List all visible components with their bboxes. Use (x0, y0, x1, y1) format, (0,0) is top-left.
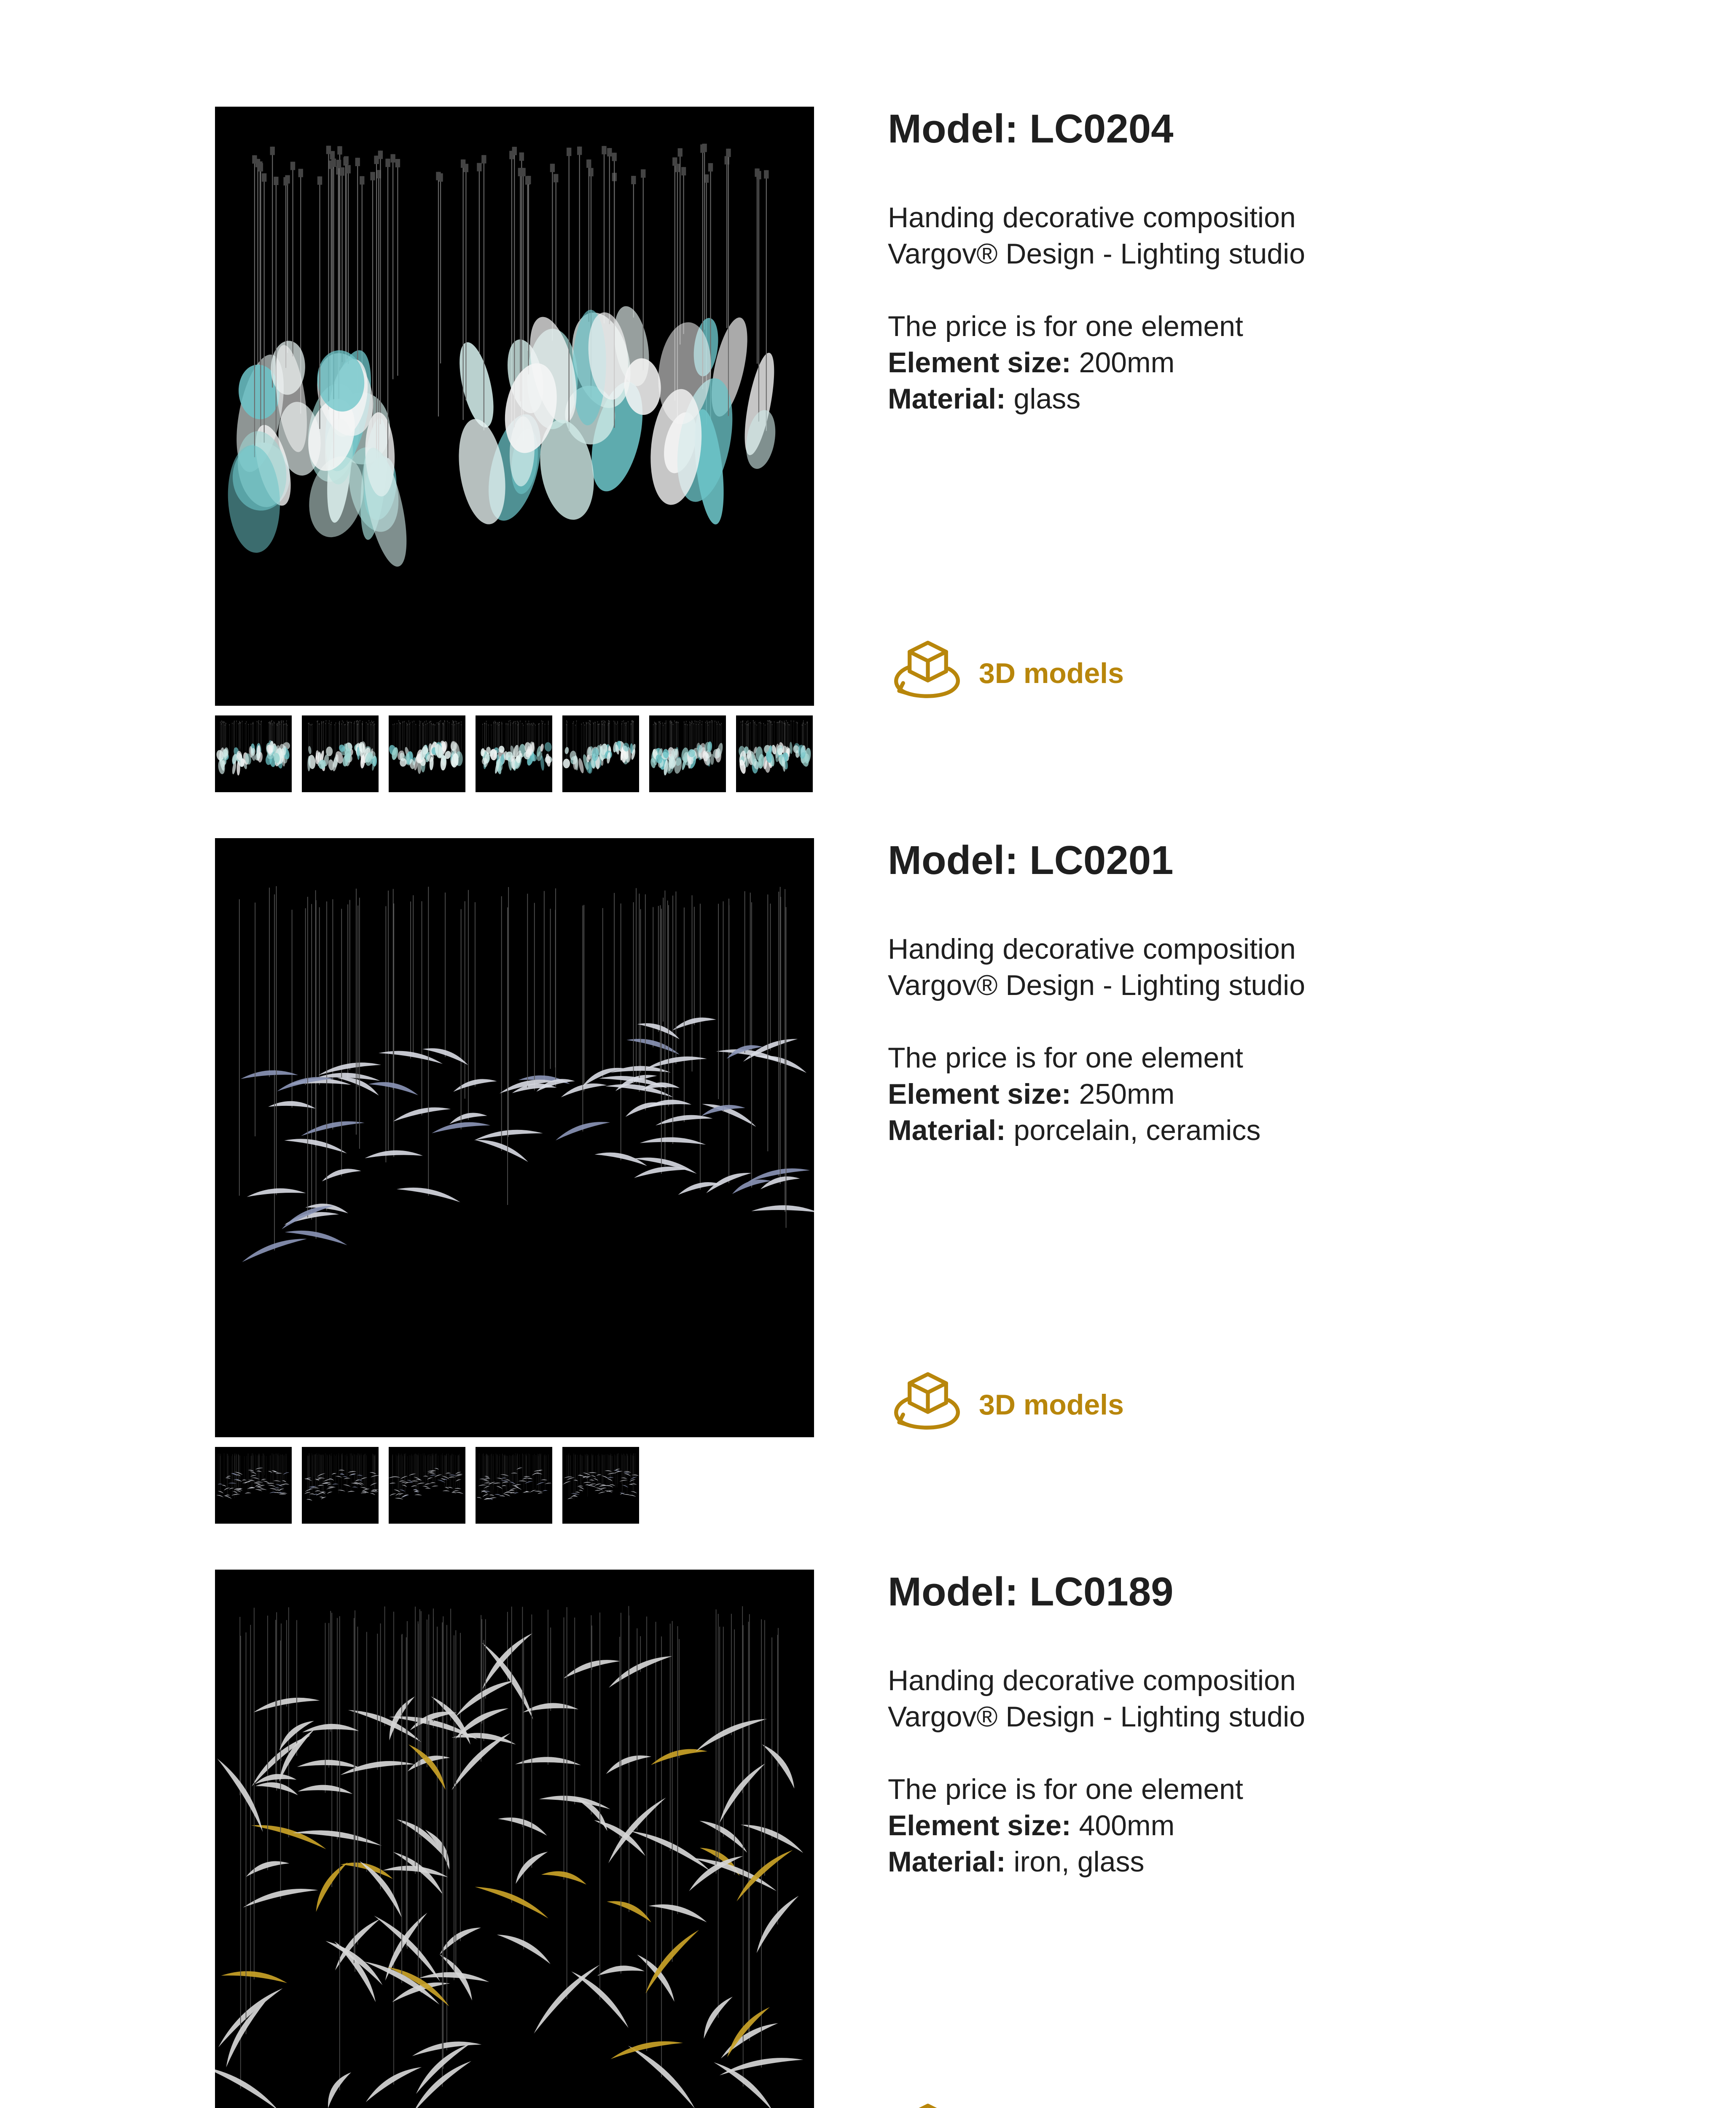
thumbnail-image (649, 715, 726, 792)
element-size-value: 250mm (1079, 1078, 1175, 1110)
thumbnail-image (215, 1447, 292, 1524)
thumbnail-image (562, 1447, 639, 1524)
price-note: The price is for one element (888, 1042, 1243, 1074)
rotating-cube-icon (888, 1369, 968, 1441)
element-size (888, 344, 1305, 381)
element-size-label: Element size: (888, 347, 1071, 379)
thumbnail[interactable] (215, 715, 292, 792)
3d-models-link[interactable] (888, 1367, 1183, 1443)
price-note: The price is for one element (888, 310, 1243, 342)
thumbnail[interactable] (649, 715, 726, 792)
material-value: porcelain, ceramics (1013, 1114, 1261, 1146)
thumbnail[interactable] (389, 1447, 465, 1524)
studio-line: Vargov® Design - Lighting studio (888, 238, 1306, 270)
3d-models-label: 3D models (979, 1389, 1124, 1421)
thumbnail[interactable] (476, 715, 552, 792)
thumbnail-image (476, 715, 552, 792)
iron-glass-leaves-image (215, 1570, 814, 2108)
element-size-label: Element size: (888, 1078, 1071, 1110)
model-title: Model: LC0204 (888, 106, 1174, 151)
product-main-image[interactable] (215, 1570, 814, 2108)
product-description (888, 1662, 1305, 1880)
3d-models-link[interactable] (888, 2098, 1183, 2108)
model-title: Model: LC0201 (888, 838, 1174, 883)
product-main-image[interactable] (215, 107, 814, 706)
product-description (888, 931, 1305, 1148)
material (888, 381, 1305, 417)
thumbnail[interactable] (562, 1447, 639, 1524)
product-main-image[interactable] (215, 838, 814, 1437)
material (888, 1844, 1305, 1880)
description-line: Handing decorative composition (888, 202, 1296, 234)
element-size-value: 200mm (1079, 347, 1175, 379)
price-note: The price is for one element (888, 1773, 1243, 1805)
studio-line: Vargov® Design - Lighting studio (888, 969, 1306, 1001)
thumbnail[interactable] (302, 715, 379, 792)
description-line: Handing decorative composition (888, 933, 1296, 965)
thumbnail-image (302, 715, 379, 792)
element-size (888, 1076, 1305, 1112)
material-label: Material: (888, 1846, 1006, 1878)
material (888, 1112, 1305, 1148)
thumbnail-image (215, 715, 292, 792)
thumbnail-image (562, 715, 639, 792)
description-line: Handing decorative composition (888, 1664, 1296, 1697)
model-title: Model: LC0189 (888, 1569, 1174, 1614)
thumbnail[interactable] (215, 1447, 292, 1524)
porcelain-chandelier-image (215, 838, 814, 1437)
rotating-cube-icon (888, 637, 968, 709)
material-value: glass (1013, 383, 1081, 415)
element-size (888, 1807, 1305, 1844)
product-description (888, 199, 1305, 417)
thumbnail-image (736, 715, 813, 792)
thumbnail-image (476, 1447, 552, 1524)
3d-models-label: 3D models (979, 657, 1124, 689)
rotating-cube-icon (888, 2100, 968, 2108)
thumbnail[interactable] (476, 1447, 552, 1524)
material-value: iron, glass (1013, 1846, 1145, 1878)
thumbnail-image (302, 1447, 379, 1524)
glass-chandelier-image (215, 107, 814, 706)
element-size-label: Element size: (888, 1810, 1071, 1842)
material-label: Material: (888, 383, 1006, 415)
element-size-value: 400mm (1079, 1810, 1175, 1842)
thumbnail[interactable] (562, 715, 639, 792)
thumbnail-image (389, 1447, 465, 1524)
thumbnail[interactable] (302, 1447, 379, 1524)
studio-line: Vargov® Design - Lighting studio (888, 1701, 1306, 1733)
3d-models-link[interactable] (888, 635, 1183, 711)
thumbnail-image (389, 715, 465, 792)
thumbnail[interactable] (736, 715, 813, 792)
thumbnail[interactable] (389, 715, 465, 792)
material-label: Material: (888, 1114, 1006, 1146)
